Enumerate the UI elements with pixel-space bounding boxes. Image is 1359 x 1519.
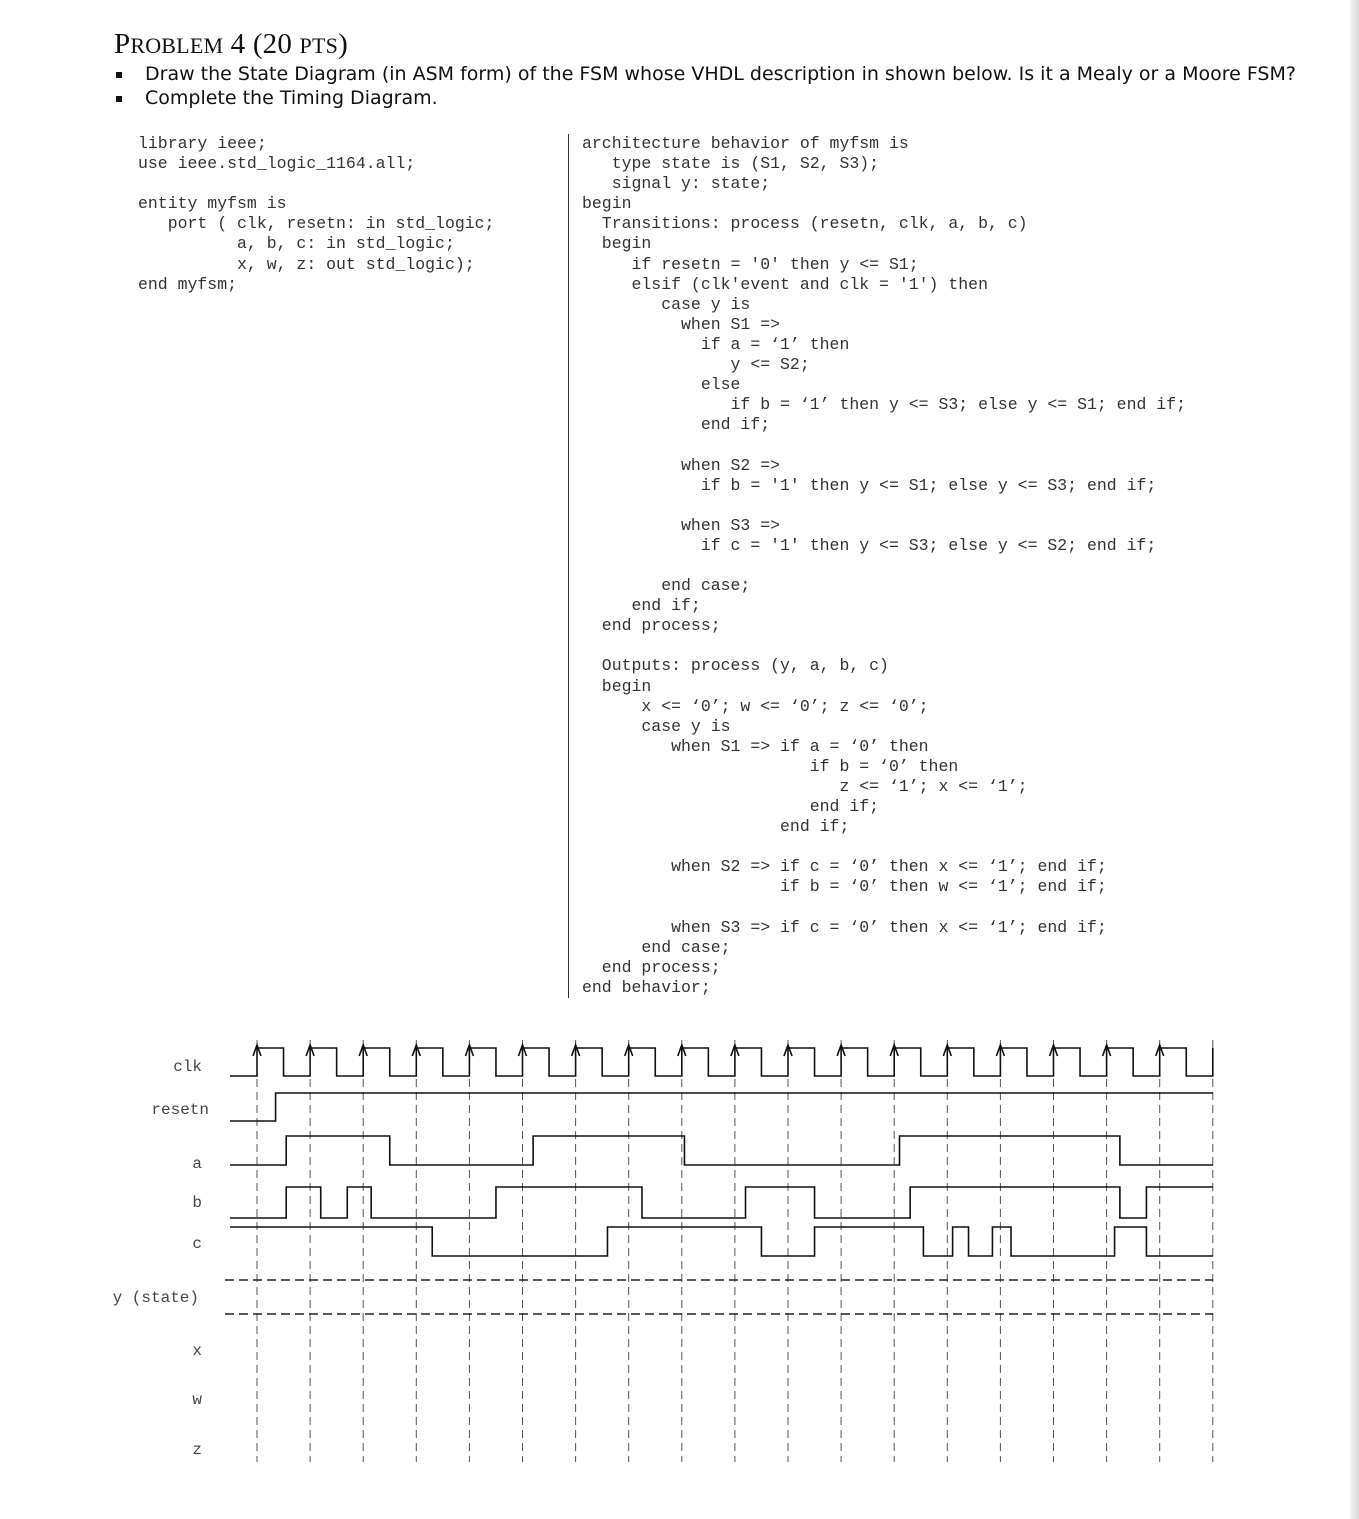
clk-waveform — [230, 1048, 1213, 1076]
signal-label-state: y (state) — [112, 1289, 199, 1307]
vhdl-entity-code: library ieee; use ieee.std_logic_1164.all; entity myfsm is port ( clk, resetn: in std_logic; a, b, c: in std_logic; x, w, z: out std_logic); end myfsm; — [138, 134, 495, 294]
signal-label-a: a — [192, 1155, 202, 1173]
signal-label-z: z — [192, 1441, 202, 1459]
clock-edge-gridlines — [257, 1040, 1213, 1462]
instruction-item: Draw the State Diagram (in ASM form) of the FSM whose VHDL description in shown below. Is it a Mealy or a Moore FSM? — [114, 62, 1296, 86]
instruction-item: Complete the Timing Diagram. — [114, 86, 1296, 110]
resetn-waveform — [230, 1093, 1213, 1121]
signal-label-c: c — [192, 1235, 202, 1253]
vhdl-architecture-code: architecture behavior of myfsm is type state is (S1, S2, S3); signal y: state; begin Transitions: process (resetn, clk, a, b, c) begin if resetn = '0' then y <= S1; elsif (clk'event and clk = '1') then case y is when S1 => if a = ‘1’ then y <= S2; else if b = ‘1’ then y <= S3; else y <= S1; end if; end if; when S2 => if b = '1' then y <= S1; else y <= S3; end if; when S3 => if c = '1' then y <= S3; else y <= S2; end if; end case; end if; end process; Outputs: process (y, a, b, c) begin x <= ‘0’; w <= ‘0’; z <= ‘0’; case y is when S1 => if a = ‘0’ then if b = ‘0’ then z <= ‘1’; x <= ‘1’; end if; end if; when S2 => if c = ‘0’ then x <= ‘1’; end if; if b = ‘0’ then w <= ‘1’; end if; when S3 => if c = ‘0’ then x <= ‘1’; end if; end case; end process; end behavior; — [582, 134, 1186, 997]
timing-diagram — [0, 1030, 1359, 1470]
signal-label-clk: clk — [173, 1058, 202, 1076]
signal-label-w: w — [192, 1391, 202, 1409]
points-open: (20 — [252, 28, 293, 60]
points-word: PTS — [299, 33, 339, 58]
title-rest: ROBLEM — [130, 33, 224, 58]
c-waveform — [230, 1227, 1213, 1256]
signal-label-x: x — [192, 1342, 202, 1360]
problem-title — [114, 28, 348, 61]
a-waveform — [230, 1136, 1213, 1165]
points-close: ) — [338, 28, 348, 60]
b-waveform — [230, 1187, 1213, 1218]
signal-label-resetn: resetn — [151, 1101, 209, 1119]
instruction-list — [114, 62, 1296, 110]
code-divider — [568, 134, 569, 998]
title-prefix: P — [114, 28, 131, 60]
problem-number: 4 — [230, 28, 246, 60]
signal-label-b: b — [192, 1194, 202, 1212]
